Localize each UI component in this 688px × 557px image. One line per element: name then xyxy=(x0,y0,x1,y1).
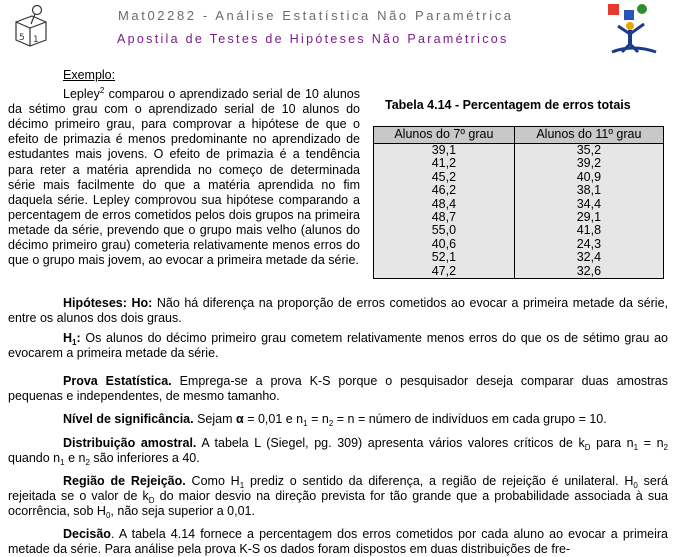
table-row xyxy=(374,211,664,224)
nivel-label: Nível de significância. xyxy=(63,412,194,426)
cell-11th: 40,9 xyxy=(514,171,663,184)
rejection-region-section: Região de Rejeição. Como $H_1$ prediz o sentido da diferença, a região de rejeição é unilateral. $H_0$ será rejeitada se o valor de $k_D$ do maior desvio na direção prevista for tão grande que a probabilidade associada à sua ocorrência, sob $H_0$, não seja superior a 0,01. xyxy=(8,474,668,521)
table-row xyxy=(374,265,664,279)
errors-table-container xyxy=(373,126,664,279)
table-header-row xyxy=(374,127,664,144)
cell-7th: 47,2 xyxy=(374,265,515,279)
cell-7th: 48,7 xyxy=(374,211,515,224)
hypotheses-label: Hipóteses xyxy=(63,296,123,310)
table-row xyxy=(374,171,664,184)
table-title: Tabela 4.14 - Percentagem de erros totais xyxy=(385,98,631,112)
statistical-test-section xyxy=(8,374,668,404)
h1-label: $H_1$: xyxy=(63,331,81,347)
cell-7th: 39,1 xyxy=(374,144,515,158)
hypotheses-section xyxy=(8,296,668,326)
footnote-ref: 2 xyxy=(99,86,105,96)
example-section xyxy=(8,68,360,268)
cell-7th: 46,2 xyxy=(374,184,515,197)
errors-table xyxy=(373,126,664,279)
h1-section xyxy=(8,331,668,361)
cell-7th: 52,1 xyxy=(374,251,515,264)
table-row xyxy=(374,251,664,264)
cell-11th: 32,4 xyxy=(514,251,663,264)
cell-11th: 38,1 xyxy=(514,184,663,197)
decision-section xyxy=(8,527,668,557)
cell-11th: 41,8 xyxy=(514,224,663,237)
cell-11th: 39,2 xyxy=(514,157,663,170)
cell-11th: 29,1 xyxy=(514,211,663,224)
h1-paragraph xyxy=(8,331,668,361)
prova-label: Prova Estatística. xyxy=(63,374,172,388)
prova-text: Emprega-se a prova K-S porque o pesquisador deseja comparar duas amostras pequenas e independentes, de mesmo tamanho. xyxy=(8,374,668,404)
h0-label: Ho: xyxy=(131,296,153,310)
h0-text: Não há diferença na proporção de erros cometidos ao evocar a primeira metade da série, entre os alunos dos dois graus. xyxy=(8,296,669,326)
dice-logo-icon xyxy=(10,2,54,53)
table-row xyxy=(374,238,664,251)
cell-7th: 55,0 xyxy=(374,224,515,237)
svg-text:1: 1 xyxy=(33,35,39,45)
cell-7th: 41,2 xyxy=(374,157,515,170)
course-subtitle: Apostila de Testes de Hipóteses Não Paramétricos xyxy=(117,32,509,46)
table-row xyxy=(374,224,664,237)
sampling-distribution-section: Distribuição amostral. A tabela L (Siegel, pg. 309) apresenta vários valores críticos de $k_D$ para $n_1 = n_2$ quando $n_1$ e $n_2$ são inferiores a 40. xyxy=(8,436,668,468)
course-title: Mat02282 - Análise Estatística Não Paramétrica xyxy=(118,8,514,23)
example-label: Exemplo: xyxy=(63,68,116,82)
cell-11th: 35,2 xyxy=(514,144,663,158)
table-row xyxy=(374,184,664,197)
h0-paragraph: Hipóteses: Ho: Não há diferença na proporção de erros cometidos ao evocar a primeira metade da série, entre os alunos dos dois graus. xyxy=(8,296,669,326)
table-row xyxy=(374,144,664,158)
svg-text:5: 5 xyxy=(19,33,25,43)
cell-7th: 45,2 xyxy=(374,171,515,184)
cell-7th: 48,4 xyxy=(374,198,515,211)
table-row xyxy=(374,198,664,211)
page-header xyxy=(0,0,688,60)
dec-text: . A tabela 4.14 fornece a percentagem dos erros cometidos por cada aluno ao evocar a primeira metade da série. Para análise pela prova K-S os dados foram dispostos em duas distribuições de fre- xyxy=(8,527,668,557)
example-paragraph xyxy=(8,87,360,268)
significance-section: Nível de significância. Sejam α = 0,01 e $n_1 = n_2 = n$ = número de indivíduos em cada grupo = 10. xyxy=(63,412,607,428)
juggler-logo-icon xyxy=(602,2,662,61)
example-text: comparou o aprendizado serial de 10 alunos da sétimo grau com o aprendizado serial de 10 alunos do décimo primeiro grau, para comprovar a hipótese de que o efeito de primazia é menos predominante no aprendizado de estudantes mais jovens. O efeito de primazia é a tendência para reter a matéria aprendida no começo de determinada série mais facilmente do que a matéria aprendida no fim daquela série. Lepley comprovou sua hipótese comparando a percentagem de erros cometidos pelos dois grupos na primeira metade da série, prevendo que o grupo mais velho (alunos do décimo primeiro grau) cometeria relativamente menos erros do que o grupo mais jovem, ao evocar a primeira metade da série. xyxy=(8,87,360,268)
dist-label: Distribuição amostral. xyxy=(63,436,197,450)
table-row xyxy=(374,157,664,170)
dec-label: Decisão xyxy=(63,527,111,541)
header-11th-grade: Alunos do 11º grau xyxy=(514,127,663,144)
cell-11th: 32,6 xyxy=(514,265,663,279)
alpha-symbol: α xyxy=(236,412,244,426)
cell-7th: 40,6 xyxy=(374,238,515,251)
author-name: Lepley xyxy=(63,87,100,102)
cell-11th: 34,4 xyxy=(514,198,663,211)
header-7th-grade: Alunos do 7º grau xyxy=(374,127,515,144)
h1-text: Os alunos do décimo primeiro grau cometem relativamente menos erros do que os de sétimo grau ao evocarem a primeira metade da série. xyxy=(8,331,668,361)
reg-label: Região de Rejeição. xyxy=(63,474,186,488)
cell-11th: 24,3 xyxy=(514,238,663,251)
